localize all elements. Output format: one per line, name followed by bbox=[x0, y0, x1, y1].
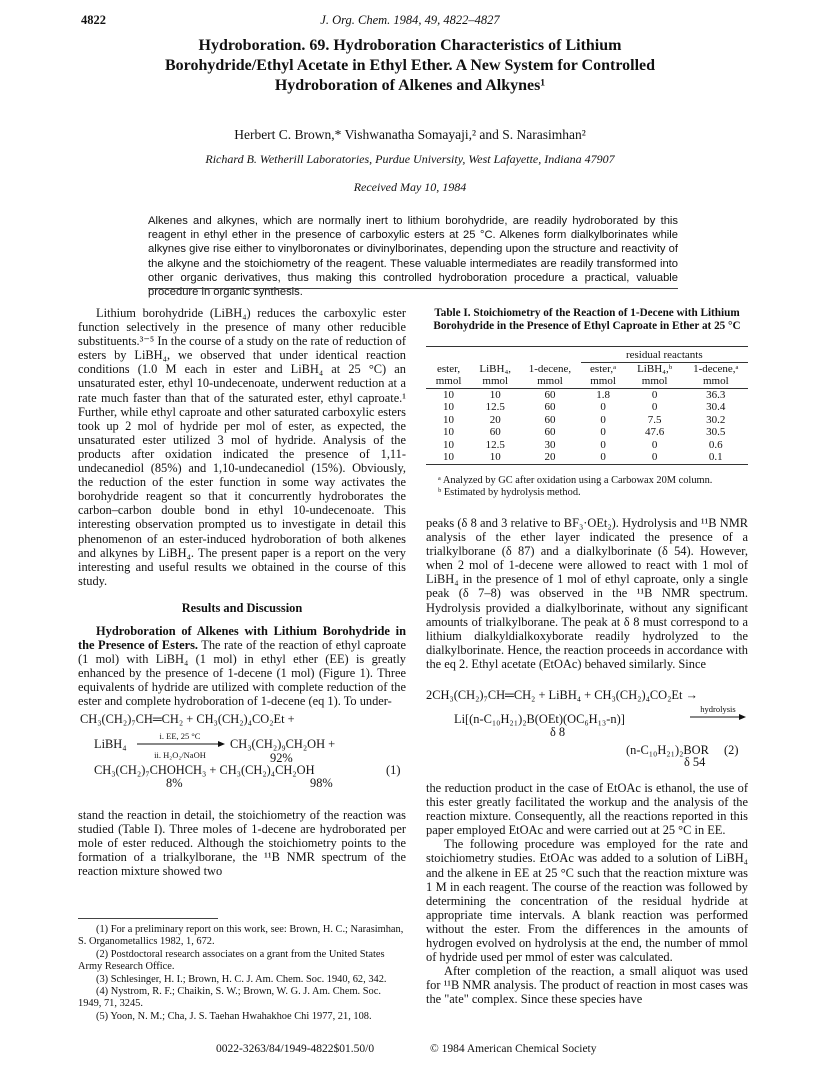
subsection-paragraph bbox=[78, 624, 406, 709]
table-header-unit: mmol bbox=[537, 375, 563, 388]
left-column-text bbox=[78, 306, 406, 709]
table-row bbox=[426, 426, 748, 439]
page-number: 4822 bbox=[81, 13, 106, 27]
table-cell: 12.5 bbox=[485, 401, 505, 414]
table-header: 1-decene, bbox=[528, 362, 572, 375]
table-row bbox=[426, 401, 748, 414]
table-cell: 0.6 bbox=[708, 438, 723, 451]
eq1-yield3: 98% bbox=[310, 776, 333, 790]
table-cell: 0 bbox=[600, 426, 606, 439]
received-date: Received May 10, 1984 bbox=[353, 180, 467, 194]
eq2-line1: 2CH₃(CH₂)₇CH═CH₂ + LiBH₄ + CH₃(CH₂)₄CO₂Et → bbox=[426, 688, 698, 702]
footnotes bbox=[78, 924, 406, 1023]
table-cell: 0 bbox=[600, 451, 606, 464]
table-cell: 20 bbox=[544, 451, 556, 464]
table-cell: 0 bbox=[651, 401, 658, 414]
footnote-item: (5) Yoon, N. M.; Cha, J. S. Taehan Hwahakhoe Chi 1977, 21, 108. bbox=[96, 1010, 372, 1022]
authors: Herbert C. Brown,* Vishwanatha Somayaji,² and S. Narasimhan² bbox=[234, 127, 586, 142]
table-cell: 10 bbox=[443, 438, 455, 451]
eq1-product1: CH₃(CH₂)₉CH₂OH + bbox=[230, 737, 336, 751]
table-header-unit: mmol bbox=[590, 375, 616, 388]
table-cell: 60 bbox=[544, 401, 556, 414]
table-cell: 10 bbox=[443, 413, 455, 426]
eq1-line1: CH₃(CH₂)₇CH═CH₂ + CH₃(CH₂)₄CO₂Et + bbox=[80, 712, 295, 726]
table-row bbox=[426, 439, 748, 452]
equation-2 bbox=[426, 688, 748, 769]
table-header: 1-decene,ᵃ bbox=[693, 362, 739, 375]
eq1-arrow-icon bbox=[137, 740, 225, 748]
section-heading: Results and Discussion bbox=[181, 600, 303, 615]
subsection-body: The rate of the reaction of ethyl caproate (1 mol) with LiBH₄ (1 mol) in ethyl ether (EE) is greatly enhanced by the presence of 1-decene (1 mol) (Figure 1). Three equivalents of hydride are utilized with complete reduction of the ester and complete hydroboration of 1-decene (eq 1). To under- bbox=[78, 638, 406, 709]
table-cell: 1.8 bbox=[596, 388, 610, 401]
table-cell: 0 bbox=[600, 401, 606, 414]
table-header: LiBH₄,ᵇ bbox=[637, 362, 673, 375]
footnote-divider bbox=[78, 918, 218, 919]
eq1-number: (1) bbox=[386, 763, 401, 777]
table-header: LiBH₄, bbox=[479, 362, 512, 375]
footnote-item: (1) For a preliminary report on this work, see: Brown, H. C.; Narasimhan, S. Organometallics 1982, 1, 672. bbox=[78, 924, 404, 948]
eq1-products: CH₃(CH₂)₇CHOHCH₃ + CH₃(CH₂)₄CH₂OH bbox=[94, 763, 315, 777]
eq1-line3 bbox=[80, 763, 406, 791]
table-header-unit: mmol bbox=[641, 375, 668, 388]
data-table bbox=[426, 346, 748, 465]
table-cell: 30 bbox=[544, 438, 556, 451]
eq1-condition-top: i. EE, 25 °C bbox=[159, 731, 201, 741]
table-header-row bbox=[426, 362, 748, 375]
right-paragraph-2: the reduction product in the case of EtOAc is ethanol, the use of this ester greatly facilitated the workup and the analysis of the reaction mixture. Consequently, all the reactions reported in this paper employed EtOAc and were carried out at 25 °C in EE. bbox=[426, 781, 748, 838]
table-cell: 10 bbox=[489, 388, 501, 401]
table-cell: 0 bbox=[651, 438, 658, 451]
footnote-item: (4) Nystrom, R. F.; Chaikin, S. W.; Brown, W. G. J. Am. Chem. Soc. 1949, 71, 3245. bbox=[78, 986, 381, 1010]
left-continuation: stand the reaction in detail, the stoichiometry of the reaction was studied (Table I). Three moles of 1-decene are hydroborated per mole of ester reduced. Although the stoichiometry points to the formation of a trialkylborane, the ¹¹B NMR spectrum of the reaction mixture showed two bbox=[78, 808, 406, 879]
table-cell: 10 bbox=[443, 401, 455, 414]
table-row bbox=[426, 388, 748, 401]
footnote-item: (2) Postdoctoral research associates on a grant from the United States Army Research Office. bbox=[78, 948, 385, 973]
eq1-condition-bottom: ii. H₂O₂/NaOH bbox=[154, 750, 206, 760]
right-paragraph-1: peaks (δ 8 and 3 relative to BF₃·OEt₂). Hydrolysis and ¹¹B NMR analysis of the ether layer indicated the presence of a trialkylborane (δ 87) and a dialkylborinate (δ 54). However, when 2 mol of 1-decene were allowed to react with 1 mol of LiBH₄ in the presence of 1 mol of ethyl caproate, only a single peak (δ 7–8) was observed in the ¹¹B NMR spectrum. Hydrolysis provided a dialkylborinate, without any significant amounts of trialkylborane. The peak at δ 8 must correspond to a lithium dialkyldialkoxyborate readily hydrolyzed to the dialkylborinate. Hence, the reaction proceeds in accordance with the eq 2. Ethyl acetate (EtOAc) behaved similarly. Since bbox=[426, 516, 748, 671]
eq2-line2: Li[(n-C₁₀H₂₁)₂B(OEt)(OC₆H₁₃-n)] bbox=[454, 712, 625, 726]
table-header-unit: mmol bbox=[435, 375, 462, 388]
right-continuation bbox=[426, 781, 748, 1007]
table-footnotes bbox=[426, 475, 748, 500]
abstract-divider bbox=[148, 288, 678, 289]
footer-copyright: © 1984 American Chemical Society bbox=[430, 1043, 597, 1055]
table-cell: 36.3 bbox=[706, 388, 726, 401]
table-header-unit: mmol bbox=[482, 375, 509, 388]
table-cell: 20 bbox=[489, 413, 501, 426]
eq1-reagent: LiBH₄ bbox=[94, 737, 127, 751]
table-cell: 0 bbox=[651, 451, 658, 464]
eq2-delta2: δ 54 bbox=[684, 755, 706, 769]
footnote-item: (3) Schlesinger, H. I.; Brown, H. C. J. Am. Chem. Soc. 1940, 62, 342. bbox=[96, 973, 387, 985]
eq1-yield1: 92% bbox=[270, 751, 293, 765]
table-group-row bbox=[426, 349, 748, 362]
table-cell: 60 bbox=[544, 413, 556, 426]
table-cell: 30.5 bbox=[706, 426, 726, 439]
table-cell: 30.4 bbox=[706, 401, 726, 414]
eq1-line2 bbox=[80, 729, 406, 765]
table-cell: 60 bbox=[544, 388, 556, 401]
equation-1 bbox=[80, 712, 406, 791]
table-cell: 10 bbox=[443, 388, 455, 401]
intro-paragraph: Lithium borohydride (LiBH₄) reduces the carboxylic ester function selectively in the presence of many other reducible substituents.³⁻⁵ In the course of a study on the rate of reduction of esters by LiBH₄, we observed that under identical reaction conditions (1.0 M each in ester and LiBH₄ at 25 °C) an unsaturated ester, ethyl 10-undecenoate, underwent reduction at a rate much faster than that of the saturated ester, ethyl caproate.¹ Further, while ethyl caproate and other saturated carboxylic esters took up 2 mol of hydride per mol of ester, as expected, the unsaturated ester utilized 3 mol of hydride. Analysis of the products after oxidation indicated the presence of 1,11-undecanediol (85%) and 1,10-undecanediol (15%). Obviously, the reduction of the ester function in some way activates the borohydride reagent so that it concurrently hydroborates the carbon–carbon double bond in ethyl 10-undecenoate. This interesting observation prompted us to investigate in detail this phenomenon of an ester-induced hydroboration of both alkenes and alkynes by LiBH₄. The present paper is a report on the very interesting and useful results we obtained in the course of this study. bbox=[78, 306, 406, 588]
table-cell: 0 bbox=[600, 413, 606, 426]
table-row bbox=[426, 414, 748, 427]
table-cell: 60 bbox=[489, 426, 501, 439]
table-header-row bbox=[426, 375, 748, 388]
table-cell: 10 bbox=[443, 426, 455, 439]
table-cell: 0 bbox=[600, 438, 606, 451]
subsection-heading: Hydroboration of Alkenes with Lithium Borohydride in the Presence of Esters. bbox=[78, 623, 406, 653]
table-cell: 0 bbox=[651, 388, 658, 401]
table-cell: 60 bbox=[544, 426, 556, 439]
table-cell: 7.5 bbox=[647, 413, 662, 426]
table-row bbox=[426, 451, 748, 464]
eq2-arrow-label: hydrolysis bbox=[700, 704, 736, 714]
table-cell: 30.2 bbox=[706, 413, 726, 426]
table-header-unit: mmol bbox=[702, 375, 729, 388]
table-cell: 10 bbox=[489, 451, 501, 464]
table-caption: Table I. Stoichiometry of the Reaction of 1-Decene with Lithium Borohydride in the Presence of Ethyl Caproate in Ether at 25 °C bbox=[433, 307, 741, 332]
eq2-arrow-icon bbox=[690, 713, 746, 721]
table-cell: 10 bbox=[443, 451, 455, 464]
article-title: Hydroboration. 69. Hydroboration Characteristics of Lithium Borohydride/Ethyl Acetate in Ethyl Ether. A New System for Controlled Hydroboration of Alkenes and Alkynes¹ bbox=[164, 37, 656, 94]
right-paragraph-4: After completion of the reaction, a small aliquot was used for ¹¹B NMR analysis. The product of reaction in most cases was the "ate" complex. Since these species have bbox=[426, 964, 748, 1007]
table-cell: 0.1 bbox=[708, 451, 723, 464]
table-footnote-a: ᵃ Analyzed by GC after oxidation using a Carbowax 20M column. bbox=[438, 475, 713, 486]
eq2-number: (2) bbox=[724, 743, 739, 757]
affiliation: Richard B. Wetherill Laboratories, Purdue University, West Lafayette, Indiana 47907 bbox=[205, 152, 615, 166]
footer-code: 0022-3263/84/1949-4822$01.50/0 bbox=[216, 1043, 375, 1055]
eq2-delta1: δ 8 bbox=[550, 725, 566, 739]
right-paragraph-3: The following procedure was employed for the rate and stoichiometry studies. EtOAc was added to a solution of LiBH₄ and the alkene in EE at 25 °C such that the reaction mixture was 1 M in each reagent. The course of the reaction was followed by determining the concentration of the residual hydride at appropriate time intervals. A blank reaction was performed without the ester. From the differences in the amounts of hydrogen evolved on hydrolysis at the end, the number of mmol of hydride used per mmol of ester was calculated. bbox=[426, 837, 748, 965]
table-footnote-b: ᵇ Estimated by hydrolysis method. bbox=[438, 487, 581, 499]
eq2-line3: (n-C₁₀H₂₁)₂BOR bbox=[626, 743, 709, 757]
eq1-yield2: 8% bbox=[166, 776, 183, 790]
table-header: ester, bbox=[437, 362, 461, 375]
table-header: ester,ᵃ bbox=[590, 362, 617, 375]
table-cell: 12.5 bbox=[485, 438, 505, 451]
table-cell: 47.6 bbox=[644, 426, 665, 439]
table-group-header: residual reactants bbox=[581, 349, 748, 362]
abstract: Alkenes and alkynes, which are normally inert to lithium borohydride, are readily hydroborated by this reagent in ethyl ether in the presence of carboxylic esters at 25 °C. Alkenes form dialkylborinates while alkynes give rise either to vinylboronates or divinylborinates, depending upon the structure and reactivity of the alkyne and the stoichiometry of the reagent. These valuable intermediates are readily transformed into other organic derivatives, thus making this controlled hydroboration procedure a practical, valuable procedure in organic synthesis. bbox=[148, 215, 678, 299]
journal-citation: J. Org. Chem. 1984, 49, 4822–4827 bbox=[320, 13, 500, 27]
